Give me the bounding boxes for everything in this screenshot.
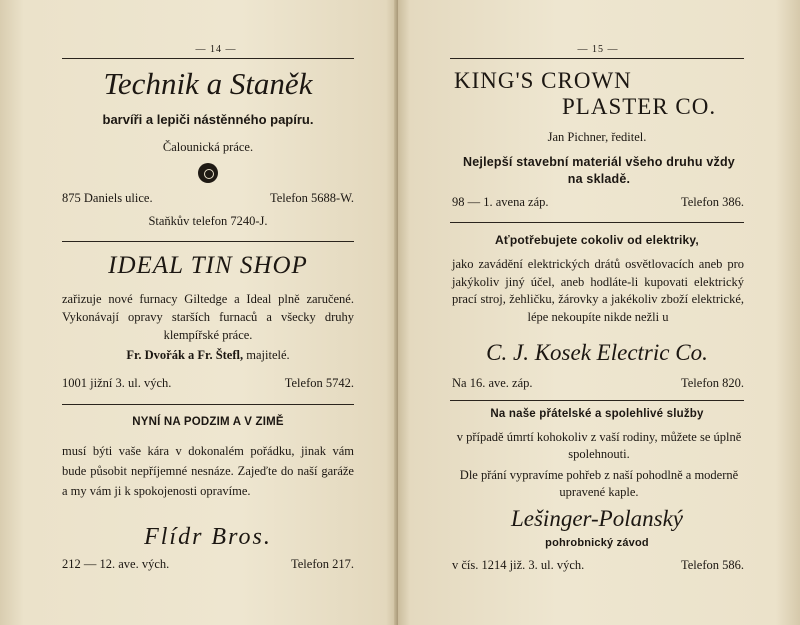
divider (62, 241, 354, 242)
ad-phone: Telefon 586. (681, 558, 744, 572)
ad-address: 98 — 1. avena záp. (452, 195, 549, 209)
divider (450, 222, 744, 223)
divider (62, 58, 354, 59)
ad-subtitle: pohrobnický závod (545, 537, 649, 549)
ad-owners-role: majitelé. (246, 348, 290, 362)
ad-phone: Telefon 5688-W. (269, 191, 354, 205)
ad-headline: Na naše přátelské a spolehlivé služby (490, 408, 704, 420)
divider (450, 400, 744, 401)
page-left (0, 0, 398, 625)
ad-title: Flídr Bros. (144, 524, 272, 550)
ad-slogan: Nejlepší stavební materiál všeho druhu vždy na skladě. (463, 155, 735, 186)
divider (450, 58, 744, 59)
ad-address: 212 — 12. ave. vých. (62, 557, 170, 571)
ad-title: IDEAL TIN SHOP (108, 252, 308, 279)
ad-text: v případě úmrtí kohokoliv z vaší rodiny, můžete se úplně spolehnouti. (456, 430, 742, 461)
ad-title-line2: PLASTER CO. (562, 94, 717, 119)
page-right (398, 0, 800, 625)
ad-headline: NYNÍ NA PODZIM A V ZIMĚ (132, 416, 284, 428)
ad-address: 1001 jižní 3. ul. vých. (62, 376, 172, 390)
ad-phone: Telefon 386. (681, 195, 744, 209)
ad-phone: Telefon 820. (681, 376, 744, 390)
ad-address: Na 16. ave. záp. (452, 376, 533, 390)
ad-title-line1: KING'S CROWN (454, 68, 632, 93)
ad-phone: Telefon 217. (291, 557, 354, 571)
rose-emblem-icon (198, 163, 218, 183)
page-number: — 14 — (195, 44, 237, 55)
ad-title: C. J. Kosek Electric Co. (486, 340, 708, 365)
ad-title: Technik a Staněk (103, 66, 313, 101)
ad-owners-names: Fr. Dvořák a Fr. Štefl, (126, 348, 244, 362)
ad-subservice: Čalounická práce. (162, 140, 254, 154)
ad-text: jako zavádění elektrických drátů osvětlovacích aneb pro jakýkoliv jiný účel, aneb hodláte-li kupovati elektrický prací stroj, žehličku, žárovky a jakékoliv zboží elektrické, lépe nekoupíte nikde nežli u (452, 257, 744, 324)
ad-phone-secondary: Staňkův telefon 7240-J. (148, 214, 268, 228)
ad-title: Lešinger-Polanský (510, 506, 683, 531)
ad-headline: Aťpotřebujete cokoliv od elektriky, (495, 233, 699, 247)
ad-text: Dle přání vypravíme pohřeb z naší pohodlně a moderně upravené kaple. (459, 468, 739, 499)
divider (62, 404, 354, 405)
ad-address: v čís. 1214 již. 3. ul. vých. (452, 558, 585, 572)
ad-owners (62, 348, 354, 363)
ad-service: barvíři a lepiči nástěnného papíru. (102, 112, 314, 127)
ad-address: 875 Daniels ulice. (62, 191, 153, 205)
ad-text: musí býti vaše kára v dokonalém pořádku, jinak vám bude působit nepříjemné nesnáze. Zajeďte do naší garáže a my vám ji k spokojenosti opravíme. (62, 444, 354, 498)
ad-director: Jan Pichner, ředitel. (547, 130, 647, 144)
page-number: — 15 — (577, 44, 619, 55)
ad-phone: Telefon 5742. (284, 376, 354, 390)
ad-text: zařizuje nové furnacy Giltedge a Ideal plně zaručené. Vykonávají opravy starších furnaců a všecky druhy klempířské práce. (62, 292, 354, 342)
